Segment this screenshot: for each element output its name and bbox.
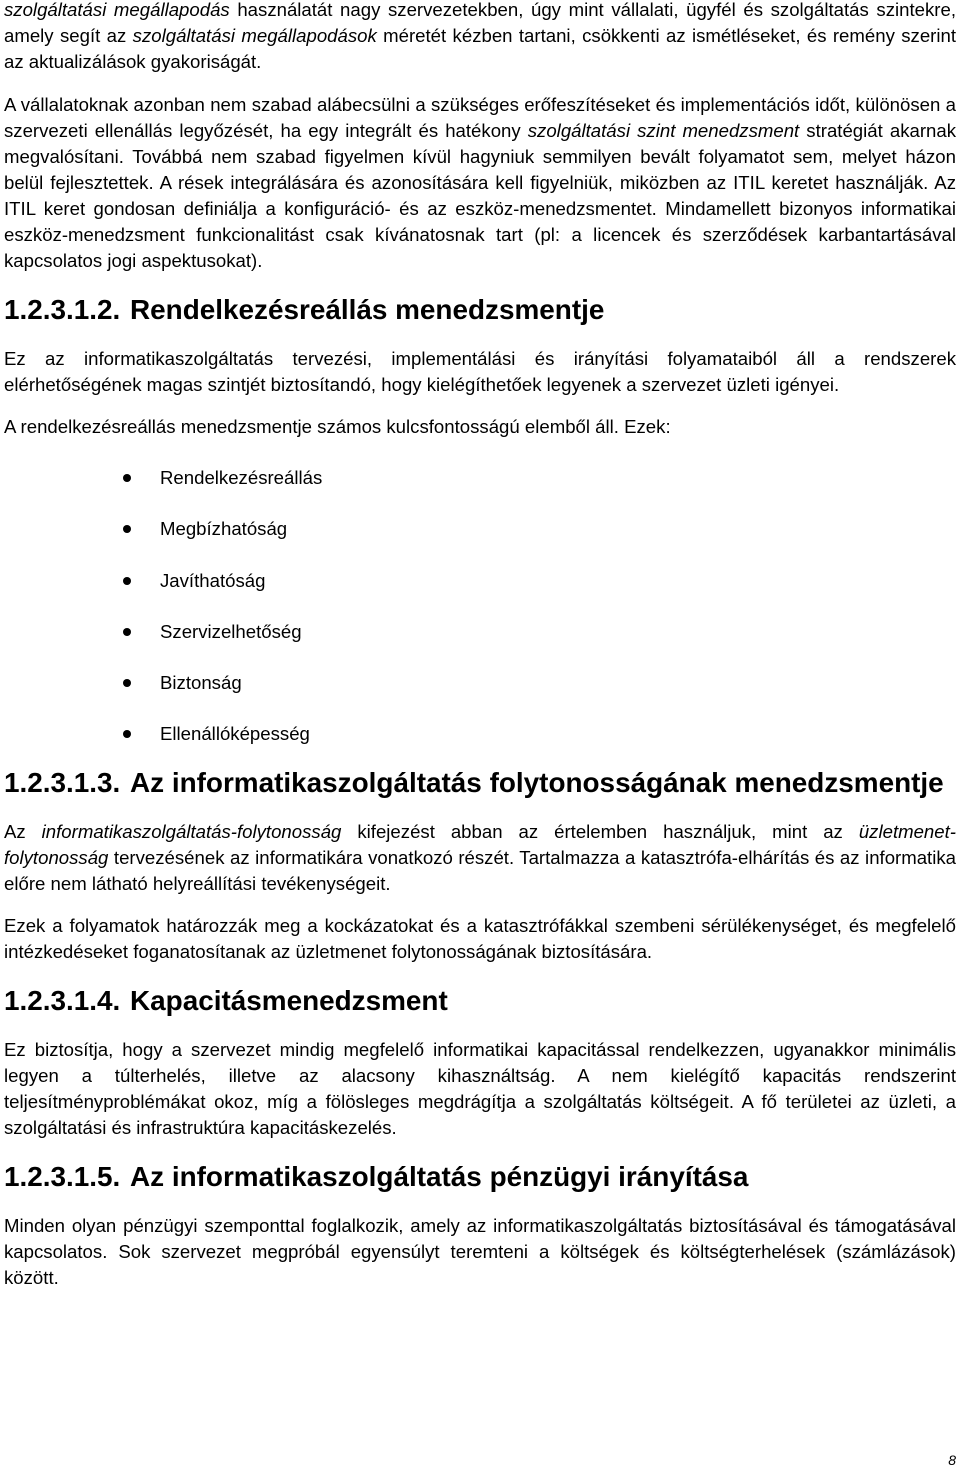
bullet-icon: [123, 525, 131, 533]
body-paragraph: A rendelkezésreállás menedzsmentje számos kulcsfontosságú elemből áll. Ezek:: [4, 416, 671, 437]
body-paragraph: Ez biztosítja, hogy a szervezet mindig megfelelő informatikai kapacitással rendelkezzen, ugyanakkor minimális legyen a túlterhelés, illetve az alacsony kihasználtság. A nem kielégítő kapacitás rendszerint teljesítményproblémákat okoz, míg a fölösleges megdrágítja a szolgáltatás költségeit. A fő területei az üzleti, a szolgáltatási és infrastruktúra kapacitáskezelés.: [4, 1039, 956, 1139]
section-title: Az informatikaszolgáltatás pénzügyi irányítása: [130, 1161, 749, 1193]
bullet-icon: [123, 474, 131, 482]
list-item: [4, 619, 956, 645]
emphasis-term: üzletmenet-folytonosság: [4, 821, 956, 869]
body-paragraph-vallalat: [4, 92, 956, 274]
list-item-text: Rendelkezésreállás: [160, 467, 323, 488]
section-number: 1.2.3.1.5.: [4, 1161, 121, 1193]
body-paragraph: [4, 819, 956, 897]
intro-text-2: méretét kézben tartani, csökkenti az ismétléseket, és remény szerint az aktualizálások gyakoriságát.: [4, 25, 957, 72]
bullet-list: [4, 465, 956, 747]
vallalat-emphasis: szolgáltatási szint menedzsment: [527, 120, 800, 141]
section-heading-1-2-3-1-3: [4, 767, 956, 799]
intro-paragraph: [4, 0, 956, 75]
bullet-icon: [123, 730, 131, 738]
intro-text-1: használatát nagy szervezetekben, úgy mint vállalati, ügyfél és szolgáltatás szintekre, amely segít az: [4, 0, 956, 46]
list-item-text: Megbízhatóság: [160, 518, 288, 540]
section-heading-1-2-3-1-5: [4, 1161, 956, 1193]
section-title: Rendelkezésreállás menedzsmentje: [130, 294, 605, 325]
vallalat-text-2: stratégiát akarnak megvalósítani. Továbbá nem szabad figyelmen kívül hagyniuk semmilyen bevált folyamatot sem, melyet házon belül fejlesztettek. A rések integrálására és azonosítására kell figyelniük, miközben az ITIL keretet használják. Az ITIL keret gondosan definiálja a konfiguráció- és az eszköz-menedzsmentet. Mindamellett bizonyos informatikai eszköz-menedzsment funkcionalitást csak kívánatosnak tart (pl: a licencek és szerződések karbantartásával kapcsolatos jogi aspektusokat).: [4, 120, 957, 271]
list-item-text: Ellenállóképesség: [160, 723, 310, 745]
vallalat-text-1: A vállalatoknak azonban nem szabad alábecsülni a szükséges erőfeszítéseket és implementációs időt, különösen a szervezeti ellenállás legyőzését, ha egy integrált és hatékony: [4, 94, 956, 141]
section-title: Az informatikaszolgáltatás folytonosságának menedzsmentje: [130, 767, 944, 799]
emphasis-term: informatikaszolgáltatás-folytonosság: [41, 821, 342, 843]
text-segment: tervezésének az informatikára vonatkozó részét. Tartalmazza a katasztrófa-elhárítás és az informatika előre nem látható helyreállítási tevékenységeit.: [4, 847, 956, 895]
list-item-text: Javíthatóság: [160, 569, 266, 591]
body-paragraph: Ezek a folyamatok határozzák meg a kockázatokat és a katasztrófákkal szembeni sérülékenységet, és megfelelő intézkedéseket foganatosítanak az üzletmenet folytonosságának biztosítására.: [4, 915, 956, 963]
section-number: 1.2.3.1.4.: [4, 985, 121, 1017]
list-item: [4, 670, 956, 696]
list-item-text: Szervizelhetőség: [160, 620, 302, 642]
intro-emphasis-1: szolgáltatási megállapodás: [4, 0, 230, 20]
text-segment: kifejezést abban az értelemben használjuk, mint az: [341, 821, 859, 843]
section-number: 1.2.3.1.3.: [4, 767, 121, 799]
document-page: [4, 0, 956, 1291]
section-number: 1.2.3.1.2.: [4, 294, 121, 325]
page-number: 8: [948, 1452, 956, 1468]
body-paragraph: Ez az informatikaszolgáltatás tervezési, implementálási és irányítási folyamataiból áll a rendszerek elérhetőségének magas szintjét biztosítandó, hogy kielégíthetőek legyenek a szervezet üzleti igényei.: [4, 348, 956, 395]
list-item: [4, 721, 956, 747]
bullet-icon: [123, 577, 131, 585]
list-item-text: Biztonság: [160, 672, 242, 694]
list-item: [4, 465, 956, 491]
bullet-icon: [123, 679, 131, 687]
list-item: [4, 568, 956, 594]
intro-emphasis-2: szolgáltatási megállapodások: [132, 25, 377, 46]
body-paragraph: Minden olyan pénzügyi szemponttal foglalkozik, amely az informatikaszolgáltatás biztosításával és támogatásával kapcsolatos. Sok szervezet megpróbál egyensúlyt teremteni a költségek és költségterhelések (számlázások) között.: [4, 1215, 956, 1289]
section-heading-1-2-3-1-2: [4, 294, 956, 325]
text-segment: Az: [4, 821, 42, 843]
bullet-icon: [123, 628, 131, 636]
section-heading-1-2-3-1-4: [4, 985, 956, 1017]
section-title: Kapacitásmenedzsment: [130, 985, 448, 1017]
list-item: [4, 516, 956, 542]
